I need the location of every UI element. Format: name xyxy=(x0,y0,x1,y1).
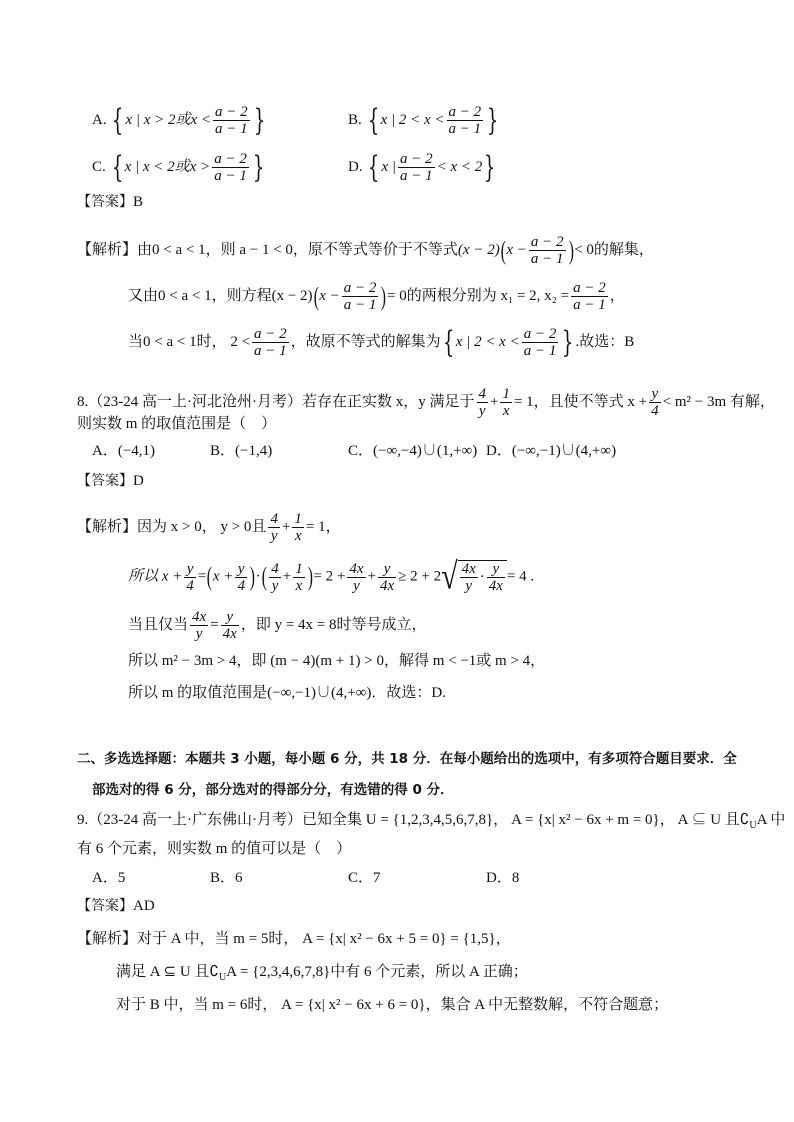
answer-tag: 【答案】 xyxy=(77,473,133,489)
fraction: $\frac{a - 2}{a - 1}$ xyxy=(214,151,247,184)
fraction: $\frac{4}{y}$ xyxy=(478,386,486,419)
analysis-text: 满足 A ⊆ U 且∁ xyxy=(116,964,219,980)
q7-analysis-line-2 xyxy=(128,280,625,313)
analysis-tag: 【解析】 xyxy=(77,241,138,258)
math: = xyxy=(210,616,219,633)
q7-option-a xyxy=(92,104,267,137)
section-heading-line-2: 部选对的得 6 分，部分选对的得部分分，有选错的得 0 分． xyxy=(92,782,454,798)
left-brace: { xyxy=(367,102,379,138)
analysis-text: 又由0 < a < 1，则方程(x − 2) xyxy=(128,287,313,304)
q8-analysis-line-1 xyxy=(77,511,341,544)
question-text: A 中 xyxy=(756,812,786,828)
right-brace: } xyxy=(486,102,499,138)
math: x | 2 < x < xyxy=(455,333,520,350)
fraction: $\frac{a - 2}{a - 1}$ xyxy=(530,234,564,267)
right-brace: } xyxy=(562,324,574,360)
right-brace: } xyxy=(253,102,265,138)
q8-analysis-line-5: 所以 m 的取值范围是(−∞,−1)∪(4,+∞)．故选：D. xyxy=(128,685,446,701)
left-paren: ( xyxy=(206,562,213,591)
fraction: $\frac{1}{x}$ xyxy=(295,560,303,594)
option-text: x | 2 < x < xyxy=(380,111,445,128)
square-root: √ $\frac{4x}{y}$ · $\frac{y}{4x}$ xyxy=(441,560,507,594)
q9-option-c: C．7 xyxy=(348,870,381,886)
right-paren: ) xyxy=(307,562,313,591)
left-brace: { xyxy=(368,149,380,185)
fraction: $\frac{a - 2}{a - 1}$ xyxy=(343,280,377,313)
left-paren: ( xyxy=(261,562,267,591)
fraction: $\frac{4x}{y}$ xyxy=(349,560,364,594)
answer-value: AD xyxy=(133,898,155,914)
subscript: U xyxy=(749,820,757,831)
math: + xyxy=(490,393,499,410)
math: (x − 2) xyxy=(457,241,500,258)
right-paren: ) xyxy=(381,281,387,311)
math: = xyxy=(197,568,207,585)
q9-analysis-line-3: 对于 B 中，当 m = 6时， A = {x| x² − 6x + 6 = 0}，集合 A 中无整数解，不符合题意； xyxy=(116,997,669,1013)
option-text: x | x < 2或x > xyxy=(124,158,211,175)
q9-stem-line-2: 有 6 个元素，则实数 m 的值可以是（ ） xyxy=(77,841,352,857)
math: x − xyxy=(506,241,527,258)
q8-stem-line-2: 则实数 m 的取值范围是（ ） xyxy=(77,416,277,432)
analysis-text: A = {2,3,4,6,7,8}中有 6 个元素，所以 A 正确； xyxy=(226,964,528,980)
analysis-text: = 0的两根分别为 x₁ = 2, x₂ = xyxy=(387,287,570,304)
q9-option-a: A．5 xyxy=(92,870,126,886)
fraction: $\frac{1}{x}$ xyxy=(294,511,302,544)
q9-option-d: D．8 xyxy=(486,870,520,886)
fraction: $\frac{a - 2}{a - 1}$ xyxy=(399,151,433,184)
q8-option-c: C．(−∞,−4)∪(1,+∞) xyxy=(348,443,478,459)
q8-option-a: A．(−4,1) xyxy=(92,443,156,459)
analysis-text: = 1， xyxy=(305,518,341,535)
fraction: $\frac{y}{4x}$ xyxy=(380,560,395,594)
question-text: = 1，且使不等式 x + xyxy=(513,393,648,410)
analysis-text: ，故原不等式的解集为 xyxy=(290,333,441,350)
left-brace: { xyxy=(111,149,123,185)
analysis-text: ， xyxy=(609,287,625,304)
q8-answer xyxy=(77,471,144,491)
analysis-text: ，即 y = 4x = 8时等号成立， xyxy=(240,616,427,633)
math: + xyxy=(281,518,291,535)
q8-option-d: D．(−∞,−1)∪(4,+∞) xyxy=(486,443,617,459)
math: = 2 + xyxy=(313,568,346,585)
option-label: C. xyxy=(92,158,106,175)
q7-analysis-line-1 xyxy=(77,234,654,267)
analysis-text: 因为 x > 0， y > 0且 xyxy=(137,518,267,535)
q7-option-c xyxy=(92,151,266,184)
answer-tag: 【答案】 xyxy=(77,194,133,210)
right-paren: ) xyxy=(249,562,255,591)
fraction: $\frac{a - 2}{a - 1}$ xyxy=(215,104,248,137)
fraction: $\frac{a - 2}{a - 1}$ xyxy=(448,104,482,137)
q8-analysis-line-4: 所以 m² − 3m > 4，即 (m − 4)(m + 1) > 0，解得 m < −1或 m > 4， xyxy=(128,653,546,669)
q7-answer xyxy=(77,192,143,212)
analysis-tag: 【解析】 xyxy=(77,518,138,535)
option-label: A. xyxy=(92,111,107,128)
analysis-text: 由0 < a < 1，则 a − 1 < 0，原不等式等价于不等式 xyxy=(137,241,458,258)
math: + xyxy=(367,568,376,585)
fraction: $\frac{y}{4x}$ xyxy=(222,609,237,642)
analysis-text: < 0的解集， xyxy=(574,241,654,258)
fraction: $\frac{y}{4}$ xyxy=(186,560,194,594)
fraction: $\frac{y}{4}$ xyxy=(651,386,659,419)
question-text: 9.（23-24 高一上·广东佛山·月考）已知全集 U = {1,2,3,4,5,6,7,8}， A = {x| x² − 6x + m = 0}， A ⊆ U 且∁ xyxy=(77,812,750,828)
fraction: $\frac{a - 2}{a - 1}$ xyxy=(254,326,287,359)
answer-tag: 【答案】 xyxy=(77,898,133,914)
q9-stem-line-1 xyxy=(77,810,785,836)
fraction: $\frac{1}{x}$ xyxy=(502,386,510,419)
answer-value: D xyxy=(133,473,144,489)
math: x − xyxy=(319,287,340,304)
analysis-text: .故选：B xyxy=(575,333,635,350)
fraction: $\frac{4}{y}$ xyxy=(270,511,278,544)
option-text: < x < 2 xyxy=(436,158,483,175)
q7-analysis-line-3 xyxy=(128,326,634,359)
math: = 4 . xyxy=(506,568,535,585)
question-text: < m² − 3m 有解， xyxy=(662,393,775,410)
q9-analysis-line-2 xyxy=(116,962,528,988)
q7-option-d xyxy=(348,151,497,184)
option-label: D. xyxy=(348,158,363,175)
math: · xyxy=(255,568,261,585)
section-heading-line-1: 二、多选选择题：本题共 3 小题，每小题 6 分，共 18 分．在每小题给出的选项中，有多项符合题目要求．全 xyxy=(77,751,737,767)
analysis-text: 对于 A 中，当 m = 5时， A = {x| x² − 6x + 5 = 0} = {1,5}， xyxy=(137,931,511,947)
math: x + xyxy=(212,568,234,585)
q9-analysis-line-1 xyxy=(77,929,511,949)
math: 所以 x + xyxy=(128,568,183,585)
subscript: U xyxy=(218,972,227,983)
analysis-tag: 【解析】 xyxy=(77,931,138,947)
q8-analysis-line-3 xyxy=(128,609,427,642)
left-paren: ( xyxy=(500,235,506,265)
left-brace: { xyxy=(442,324,454,360)
left-brace: { xyxy=(112,102,124,138)
analysis-text: 当0 < a < 1时， 2 < xyxy=(128,333,251,350)
option-label: B. xyxy=(348,111,362,128)
q8-option-b: B．(−1,4) xyxy=(210,443,273,459)
analysis-text: 当且仅当 xyxy=(128,616,189,633)
right-brace: } xyxy=(484,149,496,185)
fraction: $\frac{y}{4}$ xyxy=(237,560,245,594)
math: ≥ 2 + 2 xyxy=(398,568,442,585)
right-paren: ) xyxy=(568,235,574,265)
fraction: $\frac{4x}{y}$ xyxy=(192,609,207,642)
fraction: $\frac{a - 2}{a - 1}$ xyxy=(523,326,557,359)
q9-answer xyxy=(77,896,155,916)
left-paren: ( xyxy=(313,281,319,311)
option-text: x | x > 2或x < xyxy=(125,111,212,128)
answer-value: B xyxy=(133,194,144,210)
question-text: 8.（23-24 高一上·河北沧州·月考）若存在正实数 x，y 满足于 xyxy=(77,393,475,410)
q9-option-b: B．6 xyxy=(210,870,243,886)
fraction: $\frac{a - 2}{a - 1}$ xyxy=(573,280,606,313)
math: + xyxy=(282,568,292,585)
q8-analysis-line-2 xyxy=(128,555,535,597)
right-brace: } xyxy=(252,149,265,185)
q7-option-b xyxy=(348,104,500,137)
option-text: x | xyxy=(381,158,396,175)
fraction: $\frac{4}{y}$ xyxy=(271,560,279,594)
